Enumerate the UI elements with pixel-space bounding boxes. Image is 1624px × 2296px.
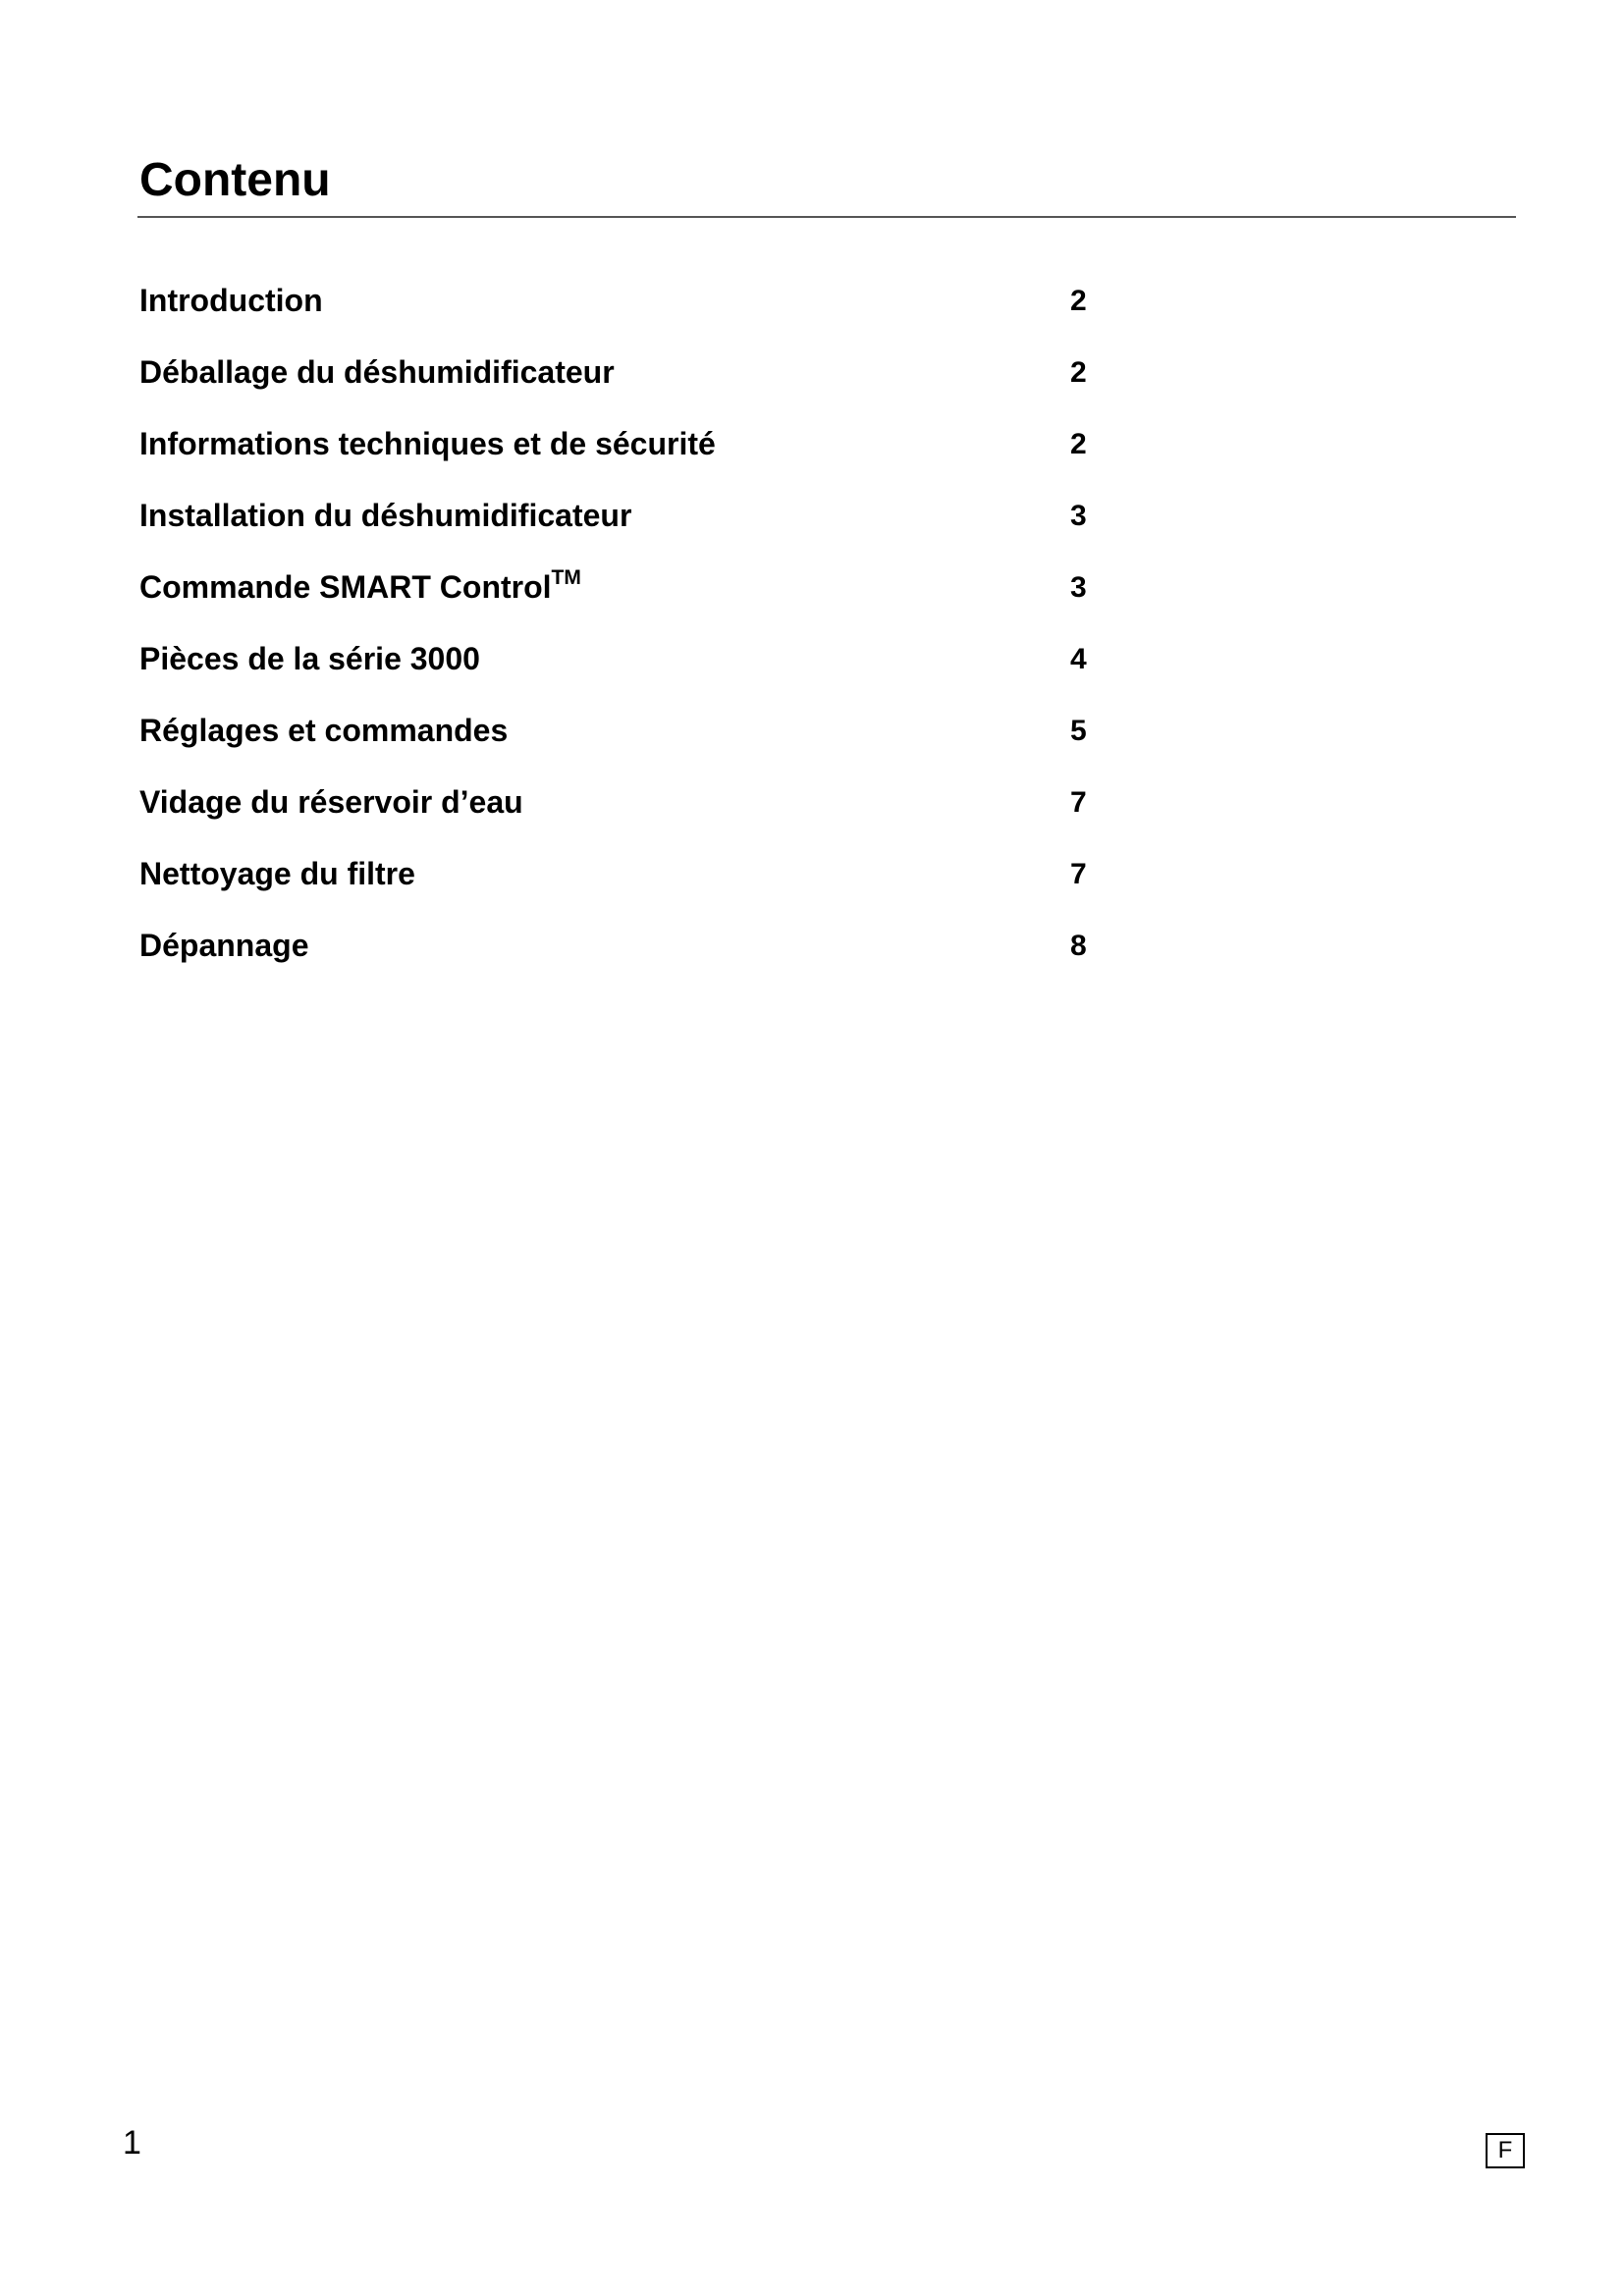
toc-entry-reglages[interactable] — [139, 715, 1102, 786]
page-title: Contenu — [139, 154, 331, 206]
toc-entry-label: Nettoyage du filtre — [139, 856, 415, 891]
toc-entry-vidage[interactable] — [139, 786, 1102, 858]
toc-entry-page: 2 — [1070, 428, 1087, 460]
toc-entry-page: 3 — [1070, 500, 1087, 532]
toc-entry-depannage[interactable] — [139, 930, 1102, 1001]
toc-entry-label: Réglages et commandes — [139, 713, 509, 748]
table-of-contents — [139, 285, 1102, 1001]
toc-entry-label: Installation du déshumidificateur — [139, 498, 632, 533]
toc-entry-page: 2 — [1070, 356, 1087, 389]
toc-entry-page: 7 — [1070, 786, 1087, 819]
toc-entry-deballage[interactable] — [139, 356, 1102, 428]
language-marker: F — [1486, 2133, 1525, 2168]
title-divider — [137, 216, 1516, 218]
toc-entry-page: 5 — [1070, 715, 1087, 747]
toc-entry-label-wrap — [139, 566, 581, 605]
toc-entry-label: Informations techniques et de sécurité — [139, 426, 716, 461]
toc-entry-label: Commande SMART Control — [139, 569, 552, 605]
toc-entry-nettoyage[interactable] — [139, 858, 1102, 930]
page-number: 1 — [123, 2124, 141, 2162]
trademark-superscript: TM — [551, 566, 581, 589]
toc-entry-installation[interactable] — [139, 500, 1102, 571]
toc-entry-page: 3 — [1070, 571, 1087, 604]
toc-entry-page: 2 — [1070, 285, 1087, 317]
toc-entry-page: 8 — [1070, 930, 1087, 962]
toc-entry-label: Pièces de la série 3000 — [139, 641, 480, 676]
toc-entry-pieces[interactable] — [139, 643, 1102, 715]
toc-entry-smart-control[interactable] — [139, 566, 1102, 643]
toc-entry-label: Déballage du déshumidificateur — [139, 354, 615, 390]
toc-entry-page: 7 — [1070, 858, 1087, 890]
toc-entry-informations[interactable] — [139, 428, 1102, 500]
toc-entry-label: Vidage du réservoir d’eau — [139, 784, 523, 820]
toc-entry-introduction[interactable] — [139, 285, 1102, 356]
toc-entry-label: Introduction — [139, 283, 323, 318]
toc-entry-label: Dépannage — [139, 928, 309, 963]
toc-entry-page: 4 — [1070, 643, 1087, 675]
